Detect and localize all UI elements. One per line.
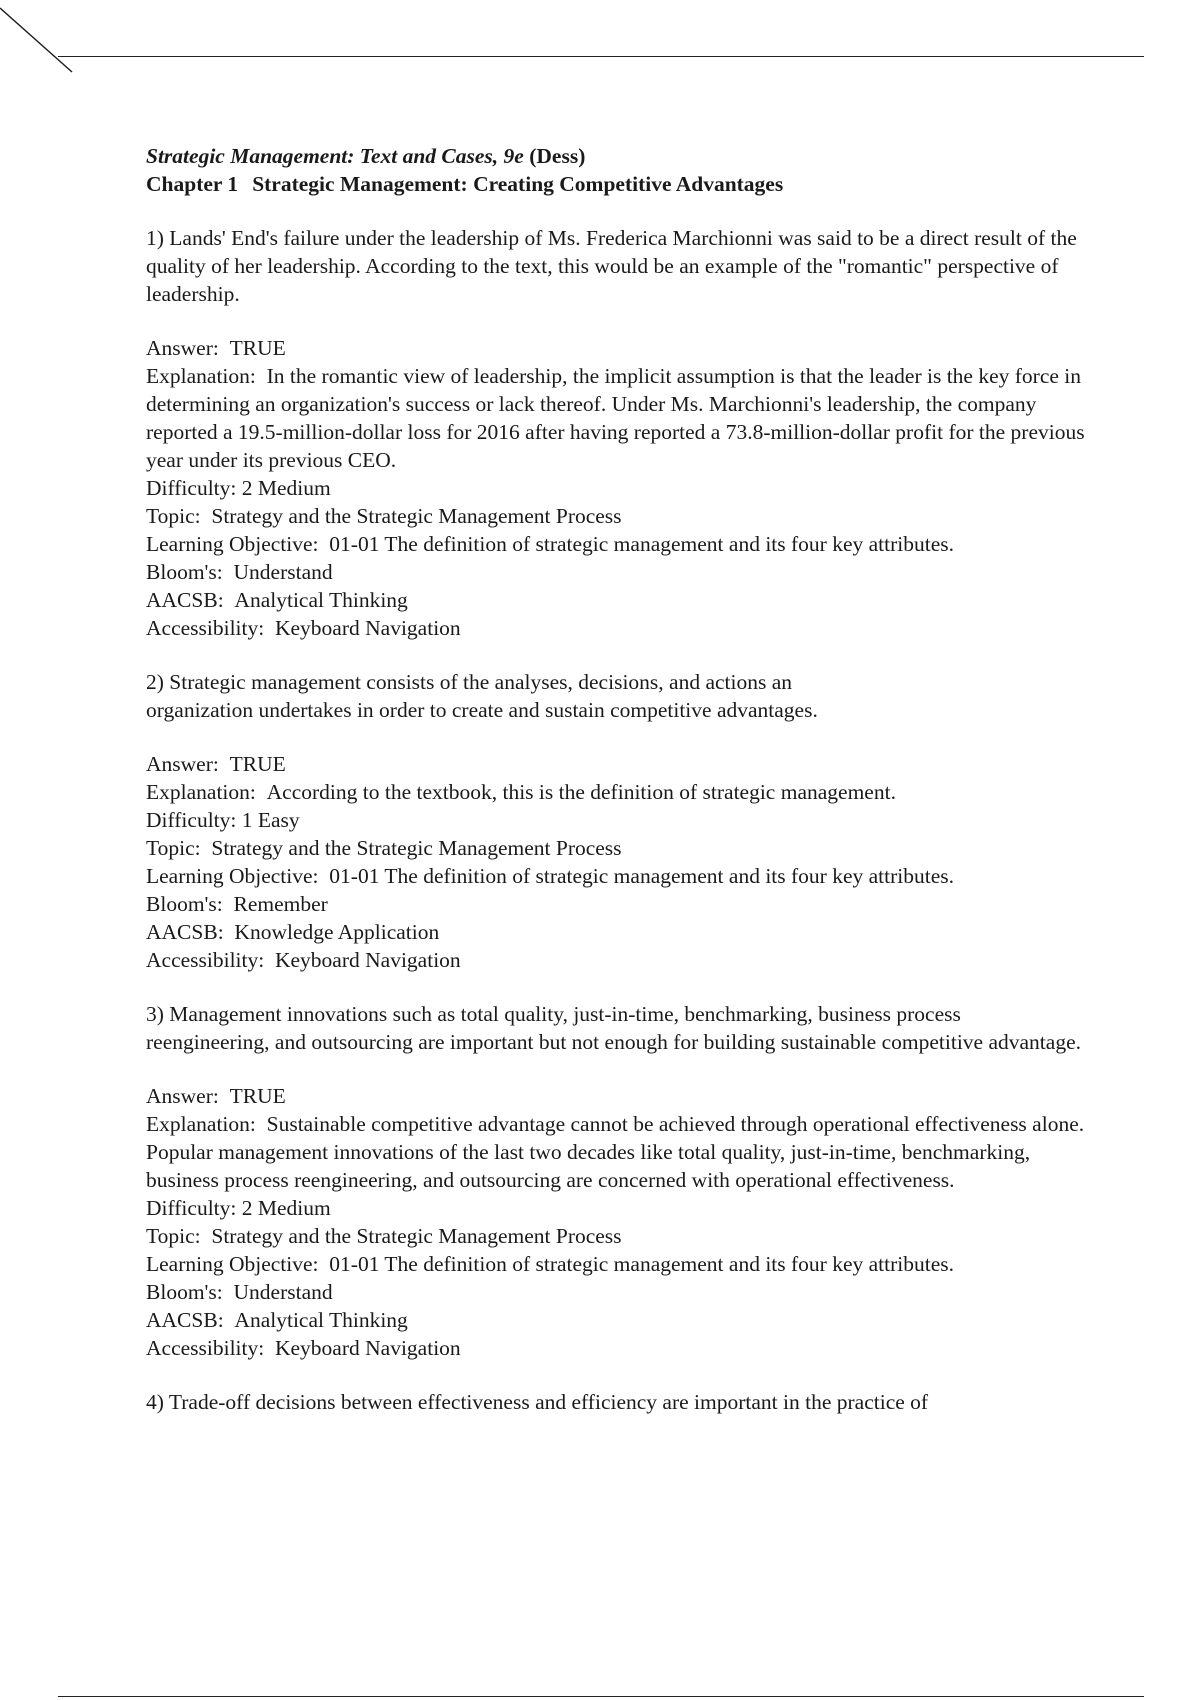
explanation-line: Explanation: Sustainable competitive advantage cannot be achieved through operational effectiveness alone. Popular management innovations of the last two decades like total quality, just-in-time, benchmarking, business process reengineering, and outsourcing are concerned with operational effectiveness. xyxy=(146,1112,1085,1192)
difficulty-line: Difficulty: 1 Easy xyxy=(146,808,300,832)
book-title-italic: Strategic Management: Text and Cases, 9e xyxy=(146,144,524,168)
explanation-text: According to the textbook, this is the definition of strategic management. xyxy=(266,780,896,804)
chapter-label: Chapter 1 xyxy=(146,172,239,196)
objective-line: Learning Objective: 01-01 The definition of strategic management and its four key attributes. xyxy=(146,864,954,888)
chapter-title: Strategic Management: Creating Competitive Advantages xyxy=(252,172,784,196)
answer-block xyxy=(146,1082,1086,1362)
topic-line: Topic: Strategy and the Strategic Management Process xyxy=(146,1224,622,1248)
answer-value: TRUE xyxy=(229,1084,286,1108)
objective-line: Learning Objective: 01-01 The definition of strategic management and its four key attributes. xyxy=(146,1252,954,1276)
difficulty-line: Difficulty: 2 Medium xyxy=(146,476,331,500)
accessibility-line: Accessibility: Keyboard Navigation xyxy=(146,948,461,972)
question-text: 2) Strategic management consists of the analyses, decisions, and actions an organization undertakes in order to create and sustain competitive advantages. xyxy=(146,670,818,722)
answer-block xyxy=(146,334,1086,642)
topic-line: Topic: Strategy and the Strategic Management Process xyxy=(146,836,622,860)
answer-value: TRUE xyxy=(229,336,286,360)
aacsb-line: AACSB: Analytical Thinking xyxy=(146,1308,408,1332)
objective-line: Learning Objective: 01-01 The definition of strategic management and its four key attributes. xyxy=(146,532,954,556)
question-item xyxy=(146,1388,1086,1416)
aacsb-line: AACSB: Knowledge Application xyxy=(146,920,440,944)
aacsb-line: AACSB: Analytical Thinking xyxy=(146,588,408,612)
book-title xyxy=(146,142,1086,170)
question-item xyxy=(146,1000,1086,1362)
explanation-text: In the romantic view of leadership, the implicit assumption is that the leader is the key force in determining an organization's success or lack thereof. Under Ms. Marchionni's leadership, the company reported a 19.5-million-dollar loss for 2016 after having reported a 73.8-million-dollar profit for the previous year under its previous CEO. xyxy=(146,364,1085,472)
book-author: (Dess) xyxy=(523,144,586,168)
explanation-text: Sustainable competitive advantage cannot be achieved through operational effectiveness alone. Popular management innovations of the last two decades like total quality, just-in-time, benchmarking, business process reengineering, and outsourcing are concerned with operational effectiveness. xyxy=(146,1112,1085,1192)
answer-line: Answer: TRUE xyxy=(146,1084,286,1108)
explanation-line: Explanation: According to the textbook, this is the definition of strategic management. xyxy=(146,780,896,804)
footer-rule xyxy=(58,1696,1144,1697)
blooms-line: Bloom's: Understand xyxy=(146,1280,333,1304)
question-item xyxy=(146,668,1086,974)
chapter-heading xyxy=(146,170,1086,198)
topic-line: Topic: Strategy and the Strategic Management Process xyxy=(146,504,622,528)
corner-crop-mark xyxy=(0,0,80,80)
answer-value: TRUE xyxy=(229,752,286,776)
question-text: 1) Lands' End's failure under the leadership of Ms. Frederica Marchionni was said to be a direct result of the quality of her leadership. According to the text, this would be an example of the "romantic" perspective of leadership. xyxy=(146,226,1077,306)
question-item xyxy=(146,224,1086,642)
answer-block xyxy=(146,750,1086,974)
question-text: 4) Trade-off decisions between effectiveness and efficiency are important in the practice of xyxy=(146,1390,929,1414)
header-rule xyxy=(58,56,1144,57)
difficulty-line: Difficulty: 2 Medium xyxy=(146,1196,331,1220)
question-text: 3) Management innovations such as total quality, just-in-time, benchmarking, business process reengineering, and outsourcing are important but not enough for building sustainable competitive advantage. xyxy=(146,1002,1081,1054)
blooms-line: Bloom's: Remember xyxy=(146,892,328,916)
blooms-line: Bloom's: Understand xyxy=(146,560,333,584)
answer-line: Answer: TRUE xyxy=(146,752,286,776)
explanation-line: Explanation: In the romantic view of leadership, the implicit assumption is that the leader is the key force in determining an organization's success or lack thereof. Under Ms. Marchionni's leadership, the company reported a 19.5-million-dollar loss for 2016 after having reported a 73.8-million-dollar profit for the previous year under its previous CEO. xyxy=(146,364,1085,472)
accessibility-line: Accessibility: Keyboard Navigation xyxy=(146,1336,461,1360)
accessibility-line: Accessibility: Keyboard Navigation xyxy=(146,616,461,640)
document-body xyxy=(146,142,1086,1416)
answer-line: Answer: TRUE xyxy=(146,336,286,360)
